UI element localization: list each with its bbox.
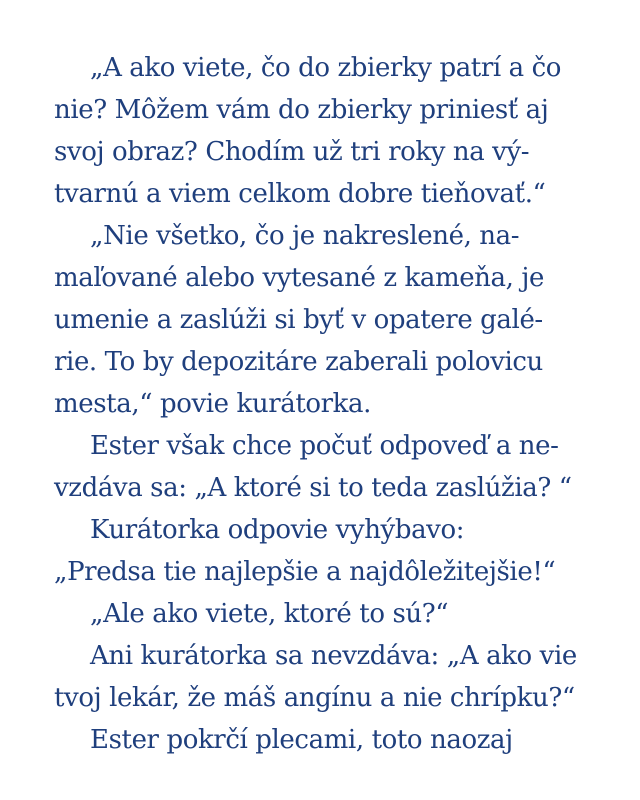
text-line: umenie a zaslúži si byť v opatere galé- (54, 305, 543, 335)
text-line: tvarnú a viem celkom dobre tieňovať.“ (54, 179, 546, 209)
text-line: rie. To by depozitáre zaberali polovicu (54, 347, 543, 377)
text-line: svoj obraz? Chodím už tri roky na vý- (54, 137, 530, 167)
text-line: Ester pokrčí plecami, toto naozaj (90, 725, 513, 755)
text-line: Ani kurátorka sa nevzdáva: „A ako vie (90, 641, 577, 671)
text-line: nie? Môžem vám do zbierky priniesť aj (54, 95, 549, 125)
text-line: Ester však chce počuť odpoveď a ne- (90, 431, 559, 461)
text-line: tvoj lekár, že máš angínu a nie chrípku?“ (54, 683, 575, 713)
text-line: „Predsa tie najlepšie a najdôležitejšie!“ (54, 557, 556, 587)
text-line: Kurátorka odpovie vyhýbavo: (90, 515, 465, 545)
text-line: „A ako viete, čo do zbierky patrí a čo (90, 53, 562, 83)
story-text (54, 47, 614, 761)
text-line: maľované alebo vytesané z kameňa, je (54, 263, 545, 293)
text-line: vzdáva sa: „A ktoré si to teda zaslúžia? “ (54, 473, 572, 503)
text-line: mesta,“ povie kurátorka. (54, 389, 371, 419)
text-line: „Nie všetko, čo je nakreslené, na- (90, 221, 520, 251)
text-line: „Ale ako viete, ktoré to sú?“ (90, 599, 449, 629)
